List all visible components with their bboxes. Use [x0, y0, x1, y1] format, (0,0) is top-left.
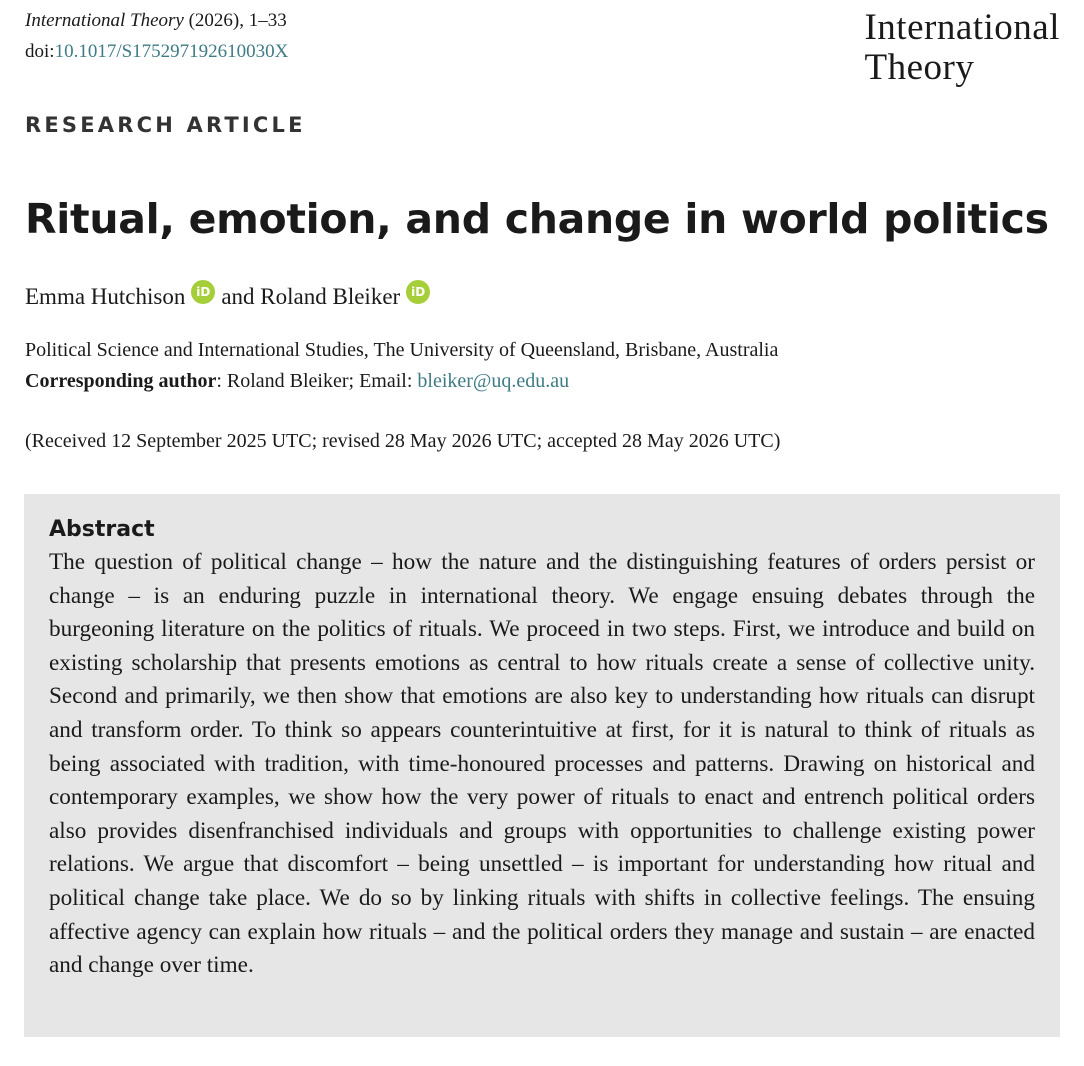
doi-label: doi: — [25, 41, 55, 62]
orcid-icon[interactable]: iD — [191, 280, 215, 304]
abstract-box — [24, 494, 1060, 1037]
logo-line-1: International — [864, 7, 1060, 48]
affiliation: Political Science and International Studies, The University of Queensland, Brisbane, Australia — [25, 339, 779, 361]
author-list — [25, 282, 436, 312]
logo-line-2: Theory — [864, 47, 975, 88]
journal-logo — [864, 8, 1060, 88]
article-title: Ritual, emotion, and change in world politics — [25, 195, 1049, 243]
doi-line — [25, 41, 288, 63]
orcid-icon[interactable]: iD — [406, 280, 430, 304]
abstract-heading: Abstract — [49, 517, 155, 542]
corresponding-author — [25, 368, 569, 394]
citation-line — [25, 10, 287, 32]
publication-dates: (Received 12 September 2025 UTC; revised 28 May 2026 UTC; accepted 28 May 2026 UTC) — [25, 430, 781, 452]
abstract-text: The question of political change – how the nature and the distinguishing features of orders persist or change – is an enduring puzzle in international theory. We engage ensuing debates through the burgeoning literature on the politics of rituals. We proceed in two steps. First, we introduce and build on existing scholarship that presents emotions as central to how rituals create a sense of collective unity. Second and primarily, we then show that emotions are also key to understanding how rituals can disrupt and transform order. To think so appears counterintuitive at first, for it is natural to think of rituals as being associated with tradition, with time-honoured processes and patterns. Drawing on historical and contemporary examples, we show how the very power of rituals to enact and entrench political orders also provides disenfranchised individuals and groups with opportunities to challenge existing power relations. We argue that discomfort – being unsettled – is important for understanding how ritual and political change take place. We do so by linking rituals with shifts in collective feelings. The ensuing affective agency can explain how rituals – and the political orders they manage and sustain – are enacted and change over time. — [49, 549, 1035, 979]
article-type: RESEARCH ARTICLE — [25, 113, 306, 137]
citation-details: (2026), 1–33 — [183, 10, 287, 31]
corresponding-text: : Roland Bleiker; Email: — [216, 370, 418, 392]
doi-link[interactable]: 10.1017/S175297192610030X — [54, 41, 289, 62]
author-name[interactable]: Emma Hutchison — [25, 284, 186, 309]
corresponding-label: Corresponding author — [25, 370, 217, 392]
journal-name: International Theory — [25, 10, 184, 31]
email-link[interactable]: bleiker@uq.edu.au — [417, 370, 570, 392]
author-name[interactable]: and Roland Bleiker — [221, 284, 401, 309]
